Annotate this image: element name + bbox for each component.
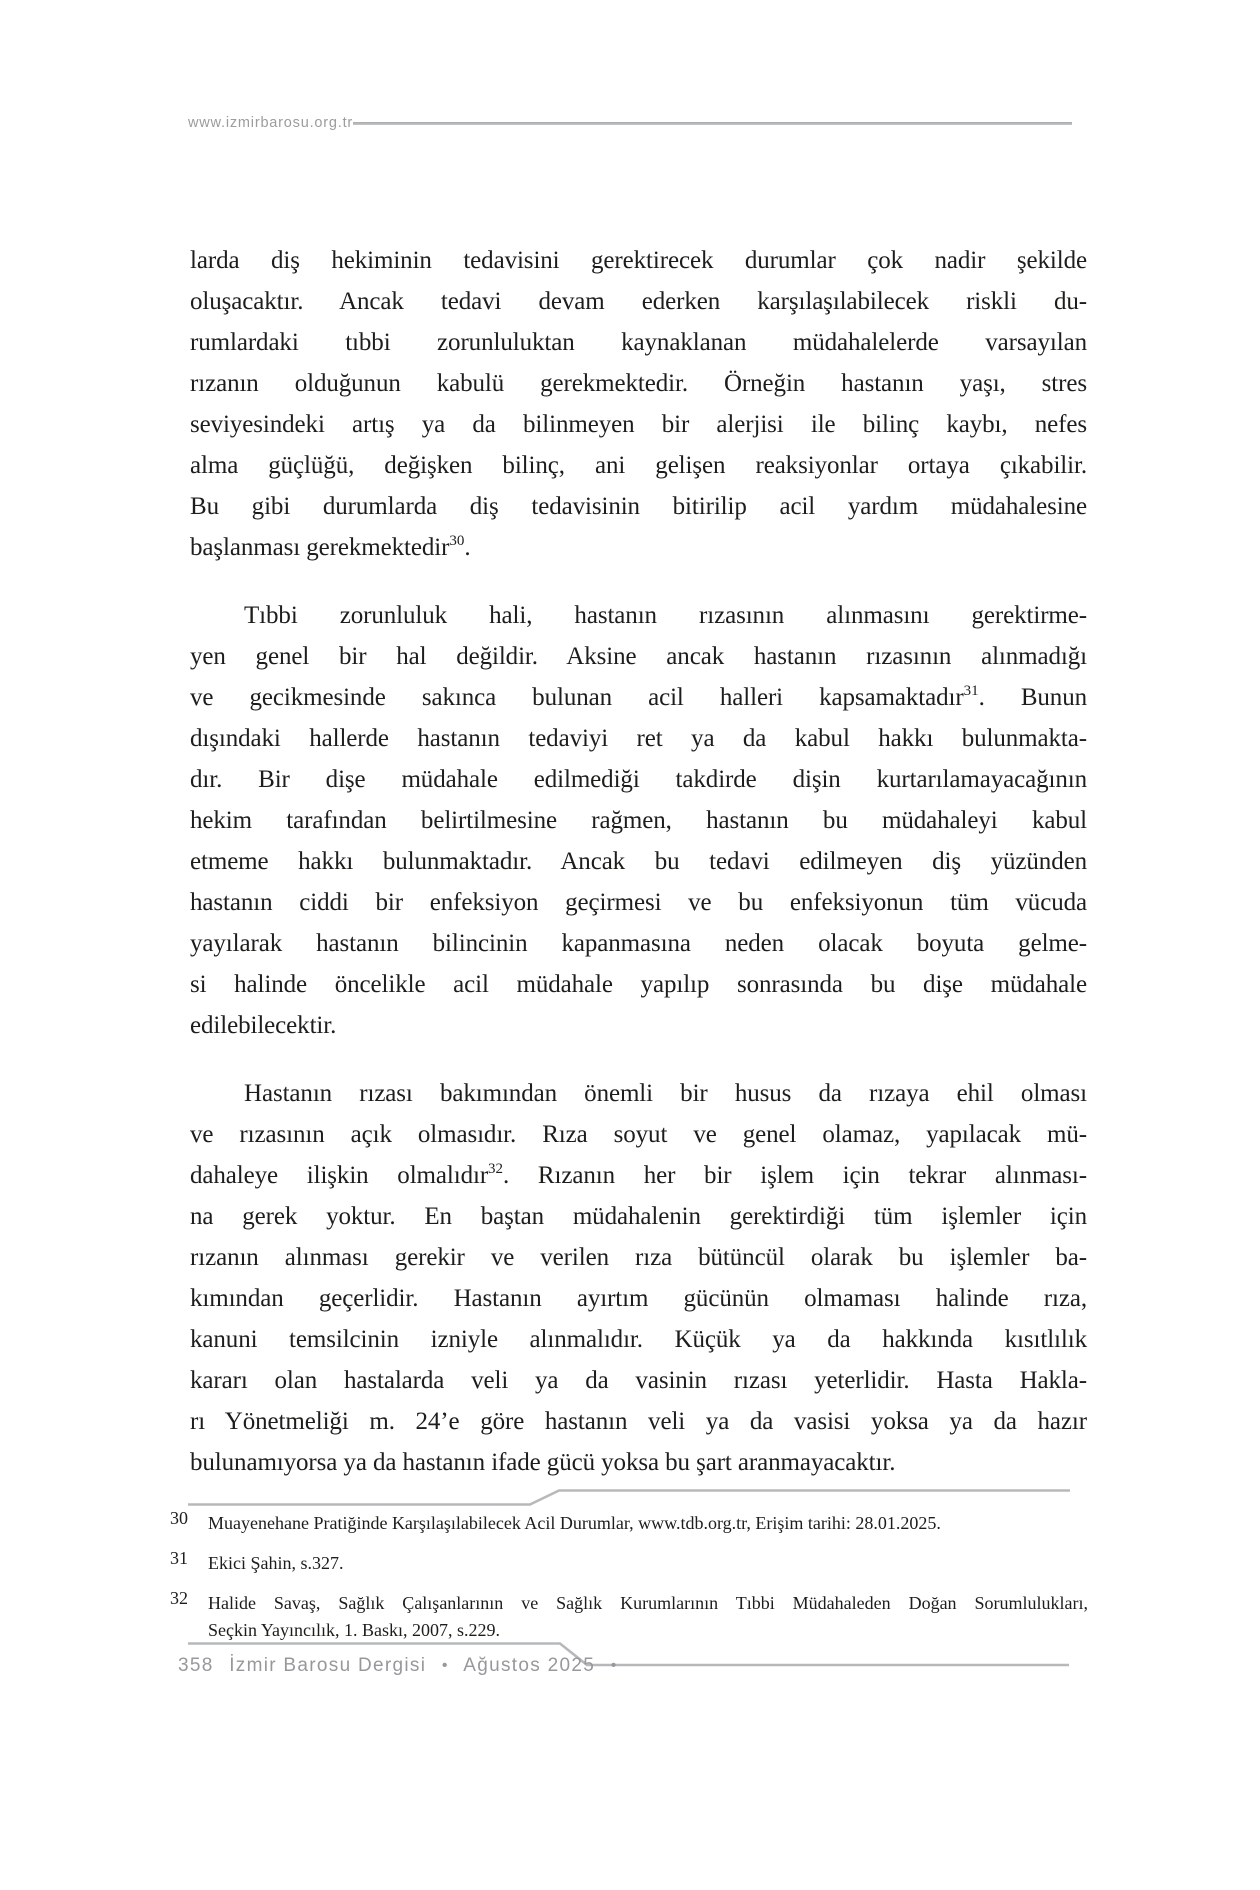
body-line: alma güçlüğü, değişken bilinç, ani gelişen reaksiyonlar ortaya çıkabilir. (190, 452, 1087, 479)
footnote-text: Muayenehane Pratiğinde Karşılaşılabilecek Acil Durumlar, www.tdb.org.tr, Erişim tarihi: 28.01.2025. (208, 1513, 941, 1533)
body-line: kanuni temsilcinin izniyle alınmalıdır. Küçük ya da hakkında kısıtlılık (190, 1326, 1087, 1353)
body-paragraph (190, 1073, 1087, 1483)
body-line: yayılarak hastanın bilincinin kapanmasına neden olacak boyuta gelme- (190, 930, 1087, 957)
body-line: rızanın alınması gerekir ve verilen rıza bütüncül olarak bu işlemler ba- (190, 1244, 1087, 1271)
body-line: rumlardaki tıbbi zorunluluktan kaynaklanan müdahalelerde varsayılan (190, 329, 1087, 356)
body-line: etmeme hakkı bulunmaktadır. Ancak bu tedavi edilmeyen diş yüzünden (190, 848, 1087, 875)
footnote-separator (188, 1486, 1072, 1510)
page-header (188, 113, 1072, 133)
journal-name: İzmir Barosu Dergisi (229, 1655, 427, 1676)
footnote-item (170, 1590, 1088, 1644)
footnote-text-line (170, 1508, 1088, 1537)
issue-date: Ağustos 2025 (463, 1655, 596, 1676)
body-line: na gerek yoktur. En baştan müdahalenin gerektirdiği tüm işlemler için (190, 1203, 1087, 1230)
footnote-number: 32 (170, 1588, 188, 1608)
body-line: bulunamıyorsa ya da hastanın ifade gücü yoksa bu şart aranmayacaktır. (190, 1449, 896, 1476)
footnote-text-line (170, 1548, 1088, 1577)
header-rule (353, 122, 1072, 125)
body-line: kımından geçerlidir. Hastanın ayırtım gücünün olmaması halinde rıza, (190, 1285, 1087, 1312)
body-line: edilebilecektir. (190, 1012, 337, 1039)
footnote-item (170, 1510, 1088, 1537)
article-body (190, 240, 1087, 1483)
body-line: ve rızasının açık olmasıdır. Rıza soyut ve genel olamaz, yapılacak mü- (190, 1121, 1087, 1148)
footnote-text-line (170, 1588, 1088, 1617)
footnote-number: 30 (170, 1508, 188, 1528)
footer-bullet: • (441, 1657, 449, 1674)
footer-bullet: • (610, 1657, 618, 1674)
journal-website-url: www.izmirbarosu.org.tr (188, 115, 354, 131)
footnote-text: Ekici Şahin, s.327. (208, 1553, 344, 1573)
body-line: başlanması gerekmektedir$^{30}$. (190, 532, 471, 561)
footnote-ref: 32 (488, 1160, 504, 1177)
body-line: larda diş hekiminin tedavisini gerektirecek durumlar çok nadir şekilde (190, 247, 1087, 274)
footnote-item (170, 1550, 1088, 1577)
page-number: 358 (178, 1655, 214, 1676)
body-line: Bu gibi durumlarda diş tedavisinin bitirilip acil yardım müdahalesine (190, 493, 1087, 520)
body-line: dahaleye ilişkin olmalıdır$^{32}$. Rızanın her bir işlem için tekrar alınması- (190, 1160, 1087, 1189)
body-paragraph (190, 595, 1087, 1046)
body-line: kararı olan hastalarda veli ya da vasinin rızası yeterlidir. Hasta Hakla- (190, 1367, 1087, 1394)
body-line: dışındaki hallerde hastanın tedaviyi ret ya da kabul hakkı bulunmakta- (190, 725, 1087, 752)
body-line: dır. Bir dişe müdahale edilmediği takdirde dişin kurtarılamayacağının (190, 766, 1087, 793)
page-footer (178, 1653, 618, 1680)
body-line: yen genel bir hal değildir. Aksine ancak hastanın rızasının alınmadığı (190, 643, 1087, 670)
body-line: Tıbbi zorunluluk hali, hastanın rızasının alınmasını gerektirme- (244, 602, 1087, 629)
body-line: ve gecikmesinde sakınca bulunan acil halleri kapsamaktadır$^{31}$. Bunun (190, 682, 1088, 711)
footnote-ref: 31 (963, 682, 979, 699)
body-line: Hastanın rızası bakımından önemli bir husus da rızaya ehil olması (244, 1080, 1087, 1107)
body-paragraph (190, 240, 1087, 568)
footnote-ref: 30 (449, 532, 465, 549)
footnotes (170, 1510, 1088, 1657)
footnote-text-line: Seçkin Yayıncılık, 1. Baskı, 2007, s.229. (208, 1620, 501, 1640)
body-line: hekim tarafından belirtilmesine rağmen, hastanın bu müdahaleyi kabul (190, 807, 1087, 834)
body-line: hastanın ciddi bir enfeksiyon geçirmesi ve bu enfeksiyonun tüm vücuda (190, 889, 1087, 916)
body-line: rı Yönetmeliği m. 24’e göre hastanın veli ya da vasisi yoksa ya da hazır (190, 1408, 1087, 1435)
body-line: rızanın olduğunun kabulü gerekmektedir. Örneğin hastanın yaşı, stres (190, 370, 1087, 397)
footnote-text: Halide Savaş, Sağlık Çalışanlarının ve Sağlık Kurumlarının Tıbbi Müdahaleden Doğan Sorumlulukları, (208, 1593, 1088, 1613)
body-line: si halinde öncelikle acil müdahale yapılıp sonrasında bu dişe müdahale (190, 971, 1087, 998)
footnote-number: 31 (170, 1548, 188, 1568)
body-line: oluşacaktır. Ancak tedavi devam ederken karşılaşılabilecek riskli du- (190, 288, 1087, 315)
body-line: seviyesindeki artış ya da bilinmeyen bir alerjisi ile bilinç kaybı, nefes (190, 411, 1087, 438)
